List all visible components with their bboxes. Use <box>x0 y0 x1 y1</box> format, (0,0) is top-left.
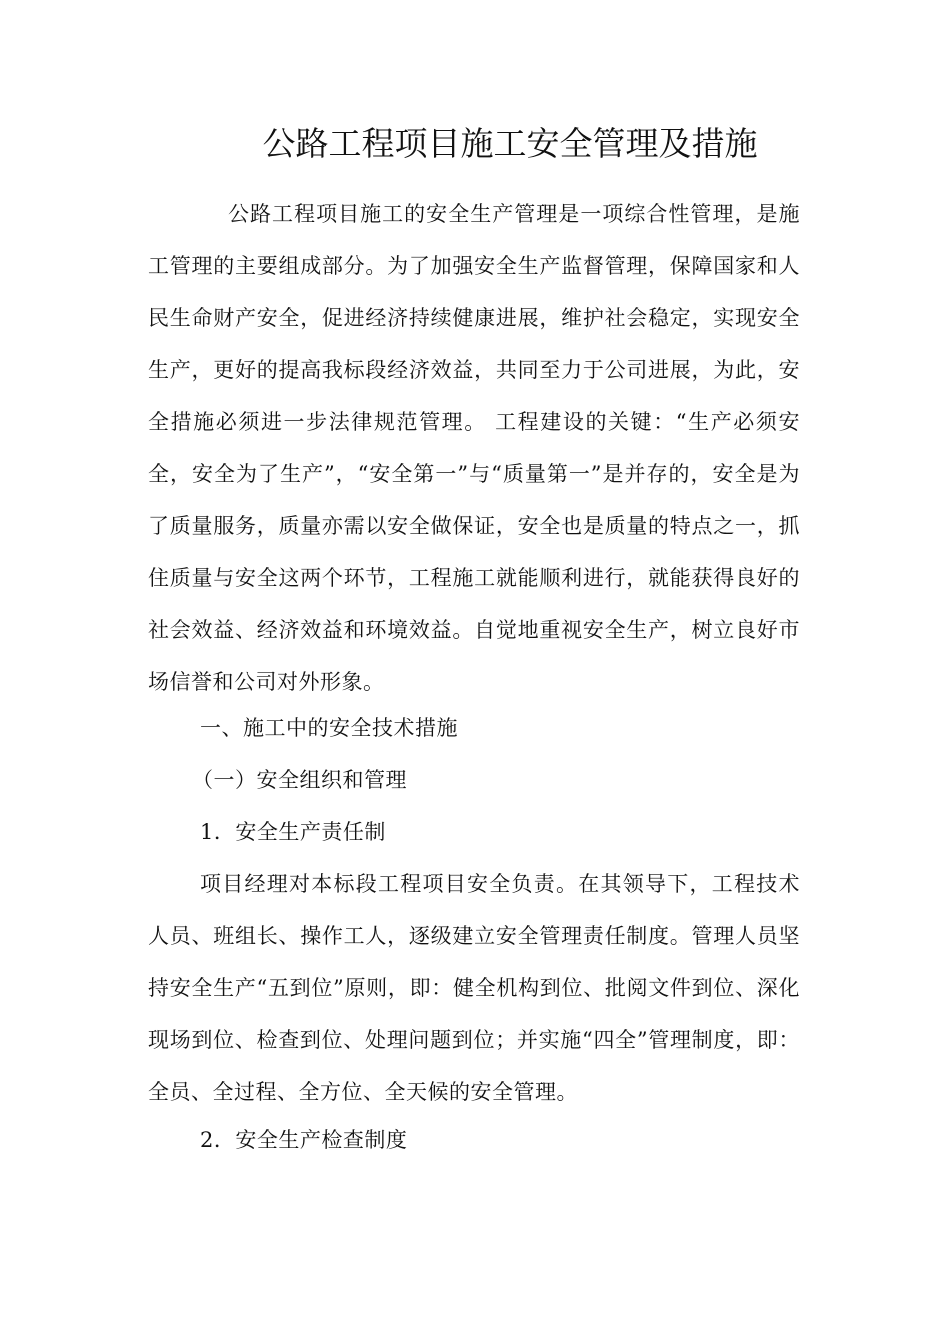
intro-paragraph: 公路工程项目施工的安全生产管理是一项综合性管理，是施工管理的主要组成部分。为了加强安全生产监督管理，保障国家和人民生命财产安全，促进经济持续健康进展，维护社会稳定，实现安全生产，更好的提高我标段经济效益，共同至力于公司进展，为此，安全措施必须进一步法律规范管理。 工程建设的关键：“生产必须安全，安全为了生产”，“安全第一”与“质量第一”是并存的，安全是为了质量服务，质量亦需以安全做保证，安全也是质量的特点之一，抓住质量与安全这两个环节，工程施工就能顺利进行，就能获得良好的社会效益、经济效益和环境效益。自觉地重视安全生产，树立良好市场信誉和公司对外形象。 <box>148 202 800 694</box>
responsibility-paragraph: 项目经理对本标段工程项目安全负责。在其领导下，工程技术人员、班组长、操作工人，逐级建立安全管理责任制度。管理人员坚持安全生产“五到位”原则，即：健全机构到位、批阅文件到位、深化现场到位、检查到位、处理问题到位；并实施“四全”管理制度，即：全员、全过程、全方位、全天候的安全管理。 <box>148 872 800 1104</box>
subsection-heading-organization: （一）安全组织和管理 <box>192 768 407 792</box>
document-title: 公路工程项目施工安全管理及措施 <box>262 124 758 163</box>
section-heading-safety-measures: 一、施工中的安全技术措施 <box>200 716 458 740</box>
item-heading-inspection: 2．安全生产检查制度 <box>200 1128 408 1152</box>
item-heading-responsibility: 1．安全生产责任制 <box>200 820 386 844</box>
